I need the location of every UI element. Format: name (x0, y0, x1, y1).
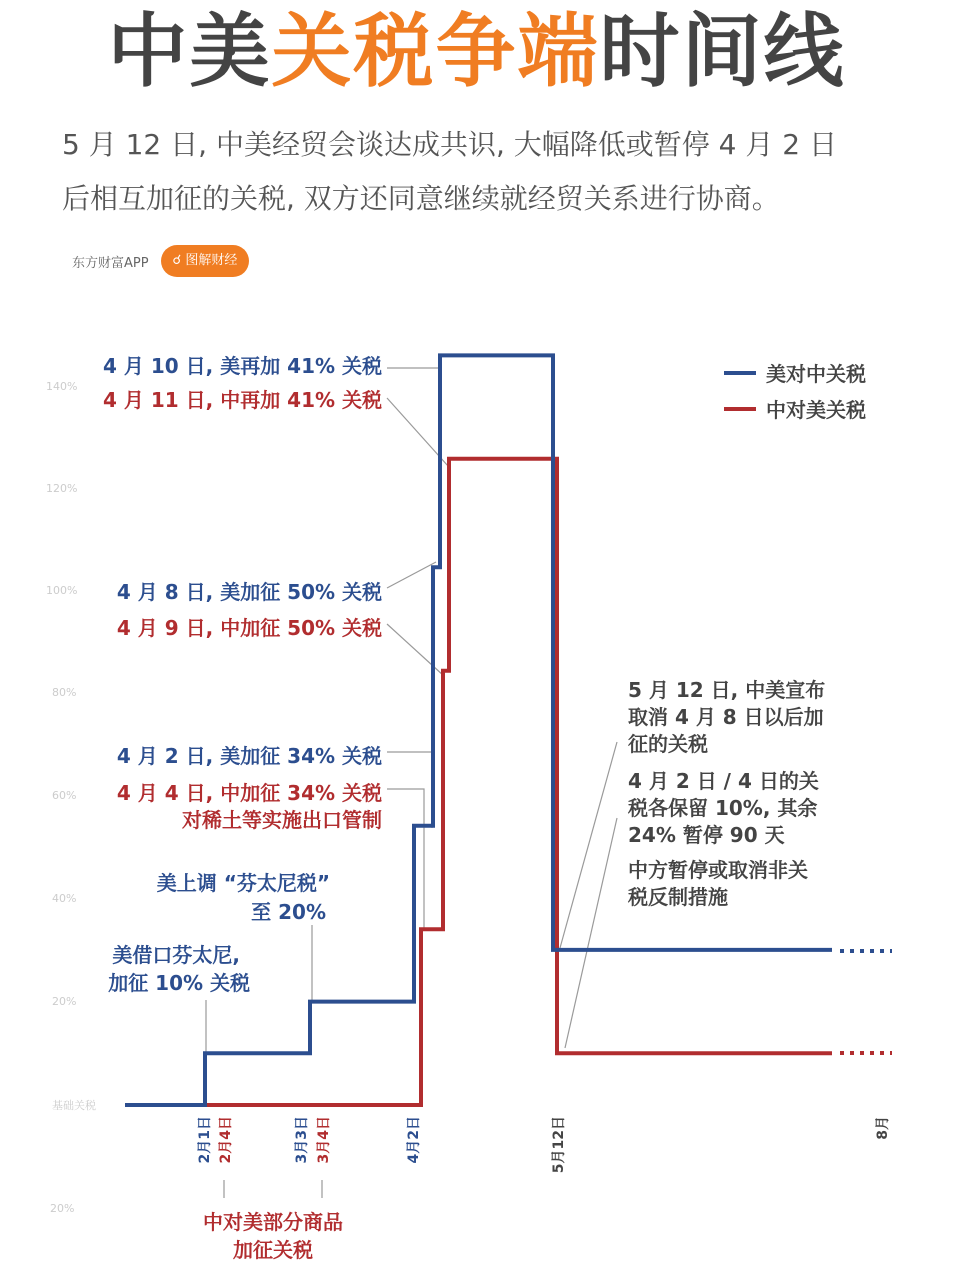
leader-us-apr8 (387, 562, 436, 588)
annotation-us-mar3-line1: 美上调 “芬太尼税” (156, 871, 330, 895)
y-ticks (46, 380, 96, 1215)
annotation-may12-line7: 中方暂停或取消非关 (628, 858, 808, 882)
title-part-1: 中美 (107, 5, 272, 98)
x-tick-us-apr2: 4月2日 (406, 1116, 422, 1164)
source-label: 东方财富APP (72, 256, 149, 271)
annotation-may12-line1: 5 月 12 日, 中美宣布 (628, 678, 826, 702)
annotation-may12-line6: 24% 暂停 90 天 (628, 823, 785, 847)
leader-cn-apr9 (387, 624, 444, 676)
annotation-us-apr8: 4 月 8 日, 美加征 50% 关税 (116, 580, 382, 604)
annotation-may12-line2: 取消 4 月 8 日以后加 (628, 705, 824, 729)
x-tick-cn-mar4: 3月4日 (316, 1116, 332, 1164)
annotation-us-apr2: 4 月 2 日, 美加征 34% 关税 (116, 744, 382, 768)
y-tick-label: 20% (52, 995, 77, 1008)
annotation-cn-apr4-line2: 对稀土等实施出口管制 (182, 808, 382, 832)
leader-cn-apr4 (387, 789, 424, 930)
annotation-may12-line4: 4 月 2 日 / 4 日的关 (628, 769, 819, 793)
annotation-cn-apr4-line1: 4 月 4 日, 中加征 34% 关税 (116, 781, 382, 805)
x-tick-aug: 8月 (875, 1116, 891, 1140)
annotation-cn-apr9: 4 月 9 日, 中加征 50% 关税 (116, 616, 382, 640)
y-tick-label: 40% (52, 892, 77, 905)
x-tick-cn-feb4: 2月4日 (218, 1116, 234, 1164)
annotation-us-feb1-line2: 加征 10% 关税 (108, 971, 250, 995)
y-tick-label: 20% (50, 1202, 75, 1215)
leader-us-apr2 (387, 752, 432, 828)
x-ticks (197, 1116, 891, 1173)
annotation-may12-line5: 税各保留 10%, 其余 (628, 796, 818, 820)
y-tick-label: 140% (46, 380, 78, 393)
y-tick-label: 100% (46, 584, 78, 597)
annotation-may12-line3: 征的关税 (628, 732, 708, 756)
y-tick-label: 120% (46, 482, 78, 495)
title-part-2-highlight: 关税争端 (271, 5, 600, 98)
badge-label: 图解财经 (185, 253, 238, 268)
annotation-us-feb1-line1: 美借口芬太尼, (112, 943, 240, 967)
annotation-cn-feb-line2: 加征关税 (233, 1238, 313, 1262)
annotation-cn-apr11: 4 月 11 日, 中再加 41% 关税 (103, 388, 382, 412)
y-tick-label: 基础关税 (52, 1099, 96, 1112)
annotation-us-apr10: 4 月 10 日, 美再加 41% 关税 (103, 354, 382, 378)
title-part-3: 时间线 (599, 5, 846, 98)
legend (724, 362, 866, 422)
search-icon: ☌ (172, 253, 186, 268)
legend-label-us: 美对中关税 (766, 362, 866, 386)
annotation-us-mar3-line2: 至 20% (251, 900, 326, 924)
y-tick-label: 60% (52, 789, 77, 802)
x-tick-us-feb1: 2月1日 (197, 1116, 213, 1164)
annotation-cn-feb-line1: 中对美部分商品 (203, 1210, 343, 1234)
subtitle-line-1: 5 月 12 日, 中美经贸会谈达成共识, 大幅降低或暂停 4 月 2 日 (62, 128, 837, 161)
leader-may12-b (565, 818, 617, 1048)
x-tick-may12: 5月12日 (551, 1116, 567, 1174)
legend-label-cn: 中对美关税 (766, 398, 866, 422)
leader-may12-a (560, 742, 617, 948)
subtitle-line-2: 后相互加征的关税, 双方还同意继续就经贸关系进行协商。 (62, 182, 780, 215)
annotation-may12-line8: 税反制措施 (628, 885, 728, 909)
x-tick-us-mar3: 3月3日 (294, 1116, 310, 1164)
y-tick-label: 80% (52, 686, 77, 699)
